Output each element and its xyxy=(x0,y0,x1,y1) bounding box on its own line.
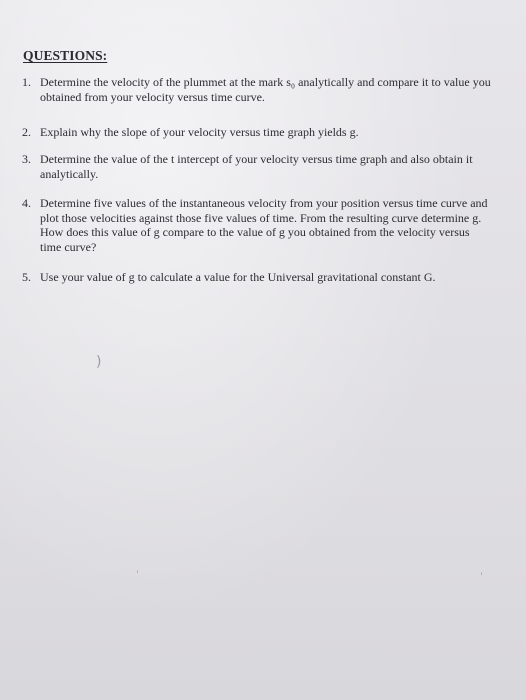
pencil-mark: ˈ xyxy=(136,570,139,581)
question-5 xyxy=(22,270,492,285)
questions-heading: QUESTIONS: xyxy=(23,48,108,63)
question-text: Determine the value of the t intercept of your velocity versus time graph and also obtain it analytically. xyxy=(40,152,473,181)
question-number: 3. xyxy=(22,152,31,166)
question-4 xyxy=(22,196,492,254)
question-text: Determine the velocity of the plummet at the mark s₀ analytically and compare it to value you obtained from your velocity versus time curve. xyxy=(40,75,491,104)
question-1 xyxy=(22,75,492,104)
question-2 xyxy=(22,125,492,140)
question-number: 1. xyxy=(22,75,31,89)
pencil-mark: ) xyxy=(96,354,102,370)
question-text: Use your value of g to calculate a value for the Universal gravitational constant G. xyxy=(40,270,436,284)
question-3 xyxy=(22,152,492,181)
pencil-mark: ˈ xyxy=(480,572,483,583)
question-number: 4. xyxy=(22,196,31,210)
question-text: Explain why the slope of your velocity versus time graph yields g. xyxy=(40,125,359,139)
question-number: 5. xyxy=(22,270,31,284)
question-number: 2. xyxy=(22,125,31,139)
question-text: Determine five values of the instantaneous velocity from your position versus time curve and plot those velocities against those five values of time. From the resulting curve determine g. How does this value of g compare to the value of g you obtained from the velocity versus time curve? xyxy=(40,196,488,254)
